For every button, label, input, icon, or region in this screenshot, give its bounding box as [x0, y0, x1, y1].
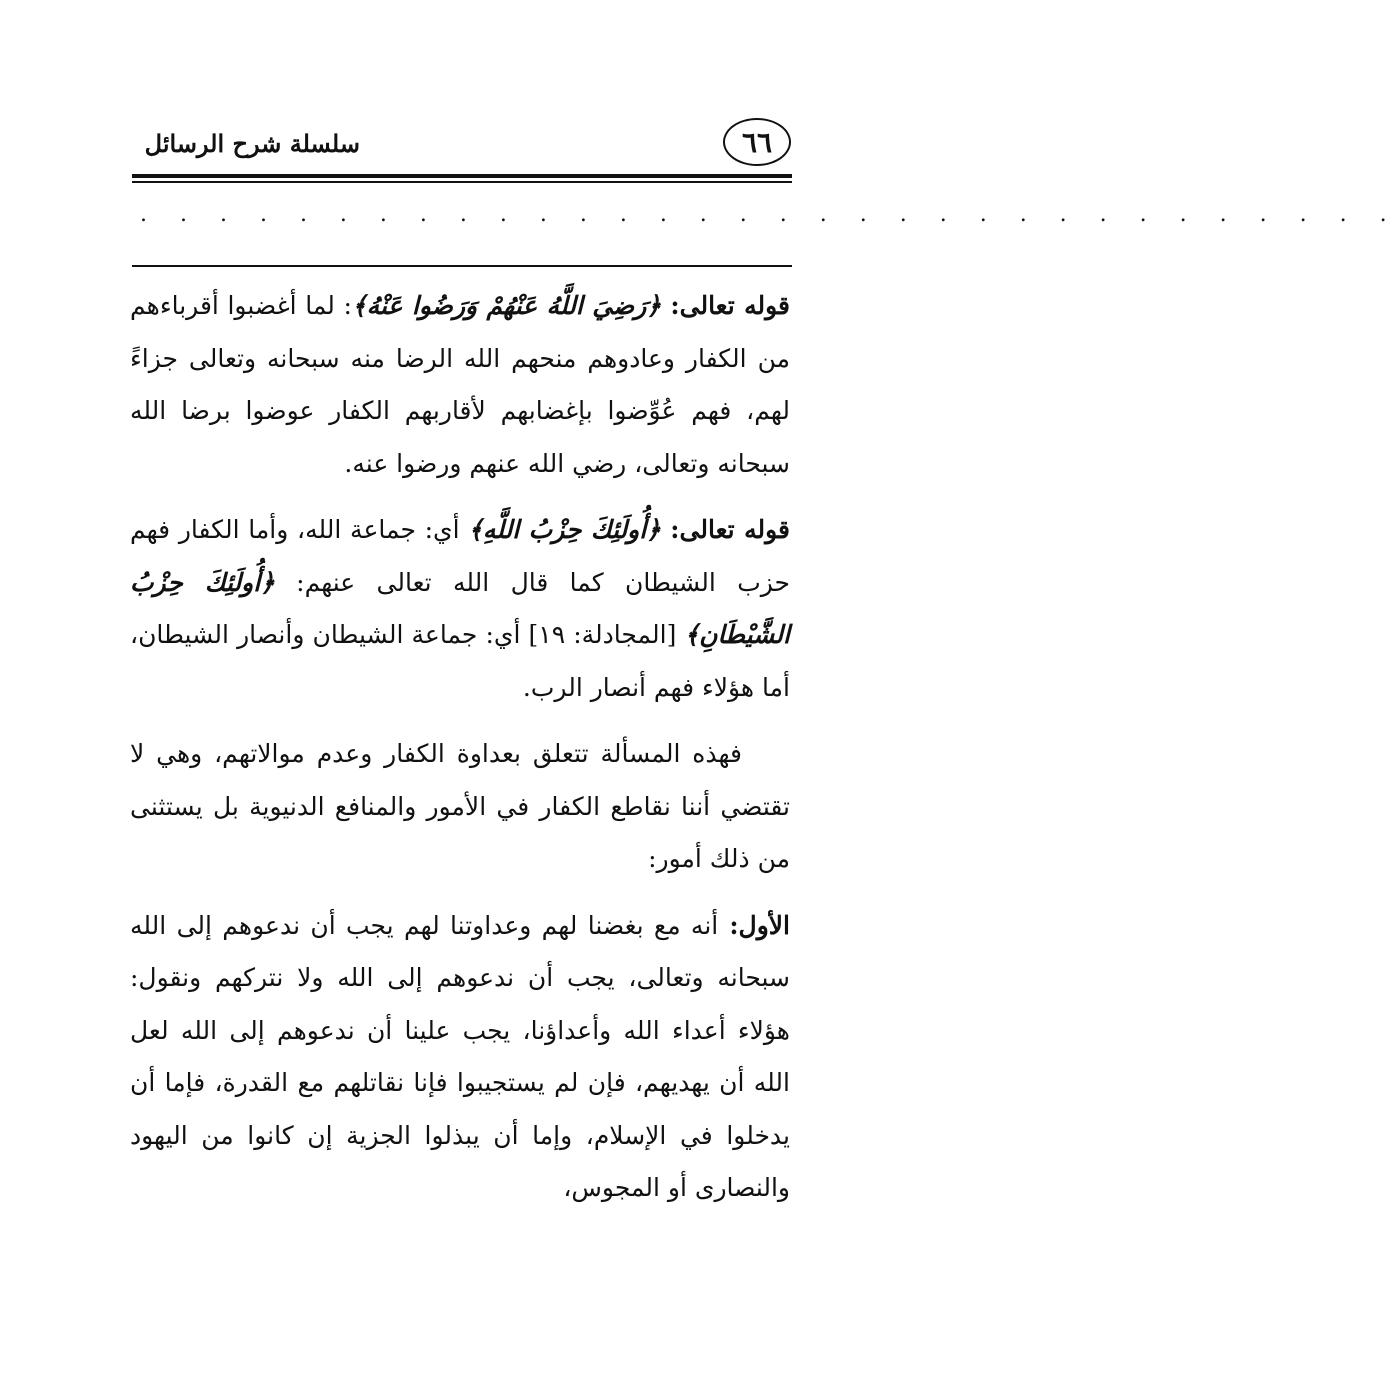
- paragraph-text: فهذه المسألة تتعلق بعداوة الكفار وعدم موالاتهم، وهي لا تقتضي أننا نقاطع الكفار في الأمور والمنافع الدنيوية بل يستثنى من ذلك أمور:: [130, 739, 790, 873]
- page-number: ٦٦: [723, 118, 791, 166]
- series-title: سلسلة شرح الرسائل: [144, 129, 360, 158]
- paragraph-text: أنه مع بغضنا لهم وعداوتنا لهم يجب أن ندعوهم إلى الله سبحانه وتعالى، يجب أن ندعوهم إلى الله ولا نتركهم ونقول: هؤلاء أعداء الله وأعداؤنا، يجب علينا أن ندعوهم إلى الله لعل الله أن يهديهم، فإن لم يستجيبوا فإنا نقاتلهم مع القدرة، فإما أن يدخلوا في الإسلام، وإما أن يبذلوا الجزية إن كانوا من اليهود والنصارى أو المجوس،: [130, 910, 790, 1202]
- paragraph-2: [130, 504, 790, 714]
- paragraph-lead: الأول:: [718, 910, 791, 940]
- paragraph-1: [130, 280, 790, 490]
- separator-dots: . . . . . . . . . . . . . . . . . . . . . . . . . . . . . . . .: [140, 202, 1400, 227]
- header-rule-thick: [132, 174, 792, 178]
- paragraph-lead: قوله تعالى:: [660, 291, 790, 320]
- paragraph-text: [المجادلة: ١٩] أي: جماعة الشيطان وأنصار الشيطان، أما هؤلاء فهم أنصار الرب.: [130, 620, 790, 702]
- quran-verse: ﴿أُولَئِكَ حِزْبُ اللَّهِ﴾: [468, 515, 661, 544]
- paragraph-text: : لما أغضبوا أقرباءهم من الكفار وعادوهم منحهم الله الرضا منه سبحانه وتعالى جزاءً لهم، فهم عُوِّضوا بإغضابهم لأقاربهم الكفار عوضوا برضا الله سبحانه وتعالى، رضي الله عنهم ورضوا عنه.: [130, 291, 790, 478]
- body-text: [130, 280, 790, 1229]
- paragraph-4: [130, 900, 790, 1215]
- paragraph-text: أي: جماعة الله، وأما الكفار فهم حزب الشيطان كما قال الله تعالى عنهم:: [130, 515, 790, 597]
- paragraph-3: [130, 728, 790, 886]
- header-rule-thin: [132, 181, 792, 183]
- quran-verse: ﴿أُولَئِكَ حِزْبُ الشَّيْطَانِ﴾: [130, 567, 790, 649]
- paragraph-lead: قوله تعالى:: [660, 515, 790, 544]
- section-rule: [132, 265, 792, 267]
- quran-verse: ﴿رَضِيَ اللَّهُ عَنْهُمْ وَرَضُوا عَنْهُ﴾: [351, 291, 661, 320]
